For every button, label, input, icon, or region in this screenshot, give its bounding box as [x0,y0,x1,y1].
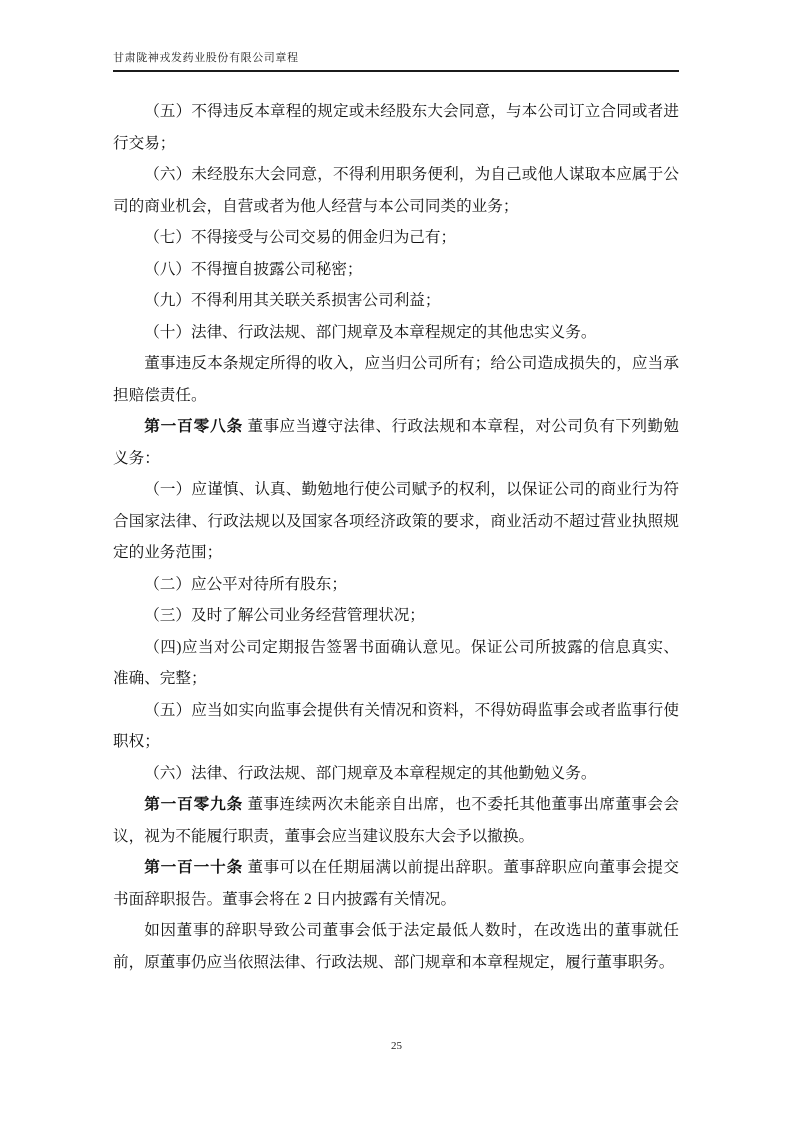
article-number: 第一百零八条 [144,418,244,435]
page-header [113,50,679,72]
body-paragraph: （十）法律、行政法规、部门规章及本章程规定的其他忠实义务。 [144,323,597,341]
body-paragraph: （六）未经股东大会同意，不得利用职务便利，为自己或他人谋取本应属于公司的商业机会，自营或者为他人经营与本公司同类的业务； [113,166,679,215]
body-paragraph: （五）不得违反本章程的规定或未经股东大会同意，与本公司订立合同或者进行交易； [113,103,679,152]
body-paragraph: （九）不得利用其关联关系损害公司利益； [144,292,441,309]
document-body [113,96,679,978]
body-paragraph: （四)应当对公司定期报告签署书面确认意见。保证公司所披露的信息真实、准确、完整； [113,638,679,687]
article-paragraph: 第一百一十条 董事可以在任期届满以前提出辞职。董事辞职应向董事会提交书面辞职报告。董事会将在 2 日内披露有关情况。 [113,859,679,908]
body-paragraph: （五）应当如实向监事会提供有关情况和资料，不得妨碍监事会或者监事行使职权； [113,701,679,750]
header-title: 甘肃陇神戎发药业股份有限公司章程 [113,52,299,64]
article-paragraph: 第一百零九条 董事连续两次未能亲自出席，也不委托其他董事出席董事会会议，视为不能履行职责，董事会应当建议股东大会予以撤换。 [113,796,679,845]
body-paragraph: （七）不得接受与公司交易的佣金归为己有； [144,229,457,246]
body-paragraph: （八）不得擅自披露公司秘密； [144,260,363,278]
page-footer [0,1040,793,1052]
body-paragraph: 如因董事的辞职导致公司董事会低于法定最低人数时，在改选出的董事就任前，原董事仍应当依照法律、行政法规、部门规章和本章程规定，履行董事职务。 [113,922,679,971]
article-number: 第一百一十条 [144,859,244,876]
article-paragraph: 第一百零八条 董事应当遵守法律、行政法规和本章程，对公司负有下列勤勉义务： [113,418,679,467]
body-paragraph: （三）及时了解公司业务经营管理状况； [144,607,425,624]
article-number: 第一百零九条 [144,796,244,813]
body-paragraph: （二）应公平对待所有股东； [144,575,347,593]
body-paragraph: （一）应谨慎、认真、勤勉地行使公司赋予的权利，以保证公司的商业行为符合国家法律、行政法规以及国家各项经济政策的要求，商业活动不超过营业执照规定的业务范围； [113,481,679,561]
body-paragraph: （六）法律、行政法规、部门规章及本章程规定的其他勤勉义务。 [144,764,597,782]
body-paragraph: 董事违反本条规定所得的收入，应当归公司所有；给公司造成损失的，应当承担赔偿责任。 [113,355,679,404]
page-number: 25 [391,1040,402,1052]
